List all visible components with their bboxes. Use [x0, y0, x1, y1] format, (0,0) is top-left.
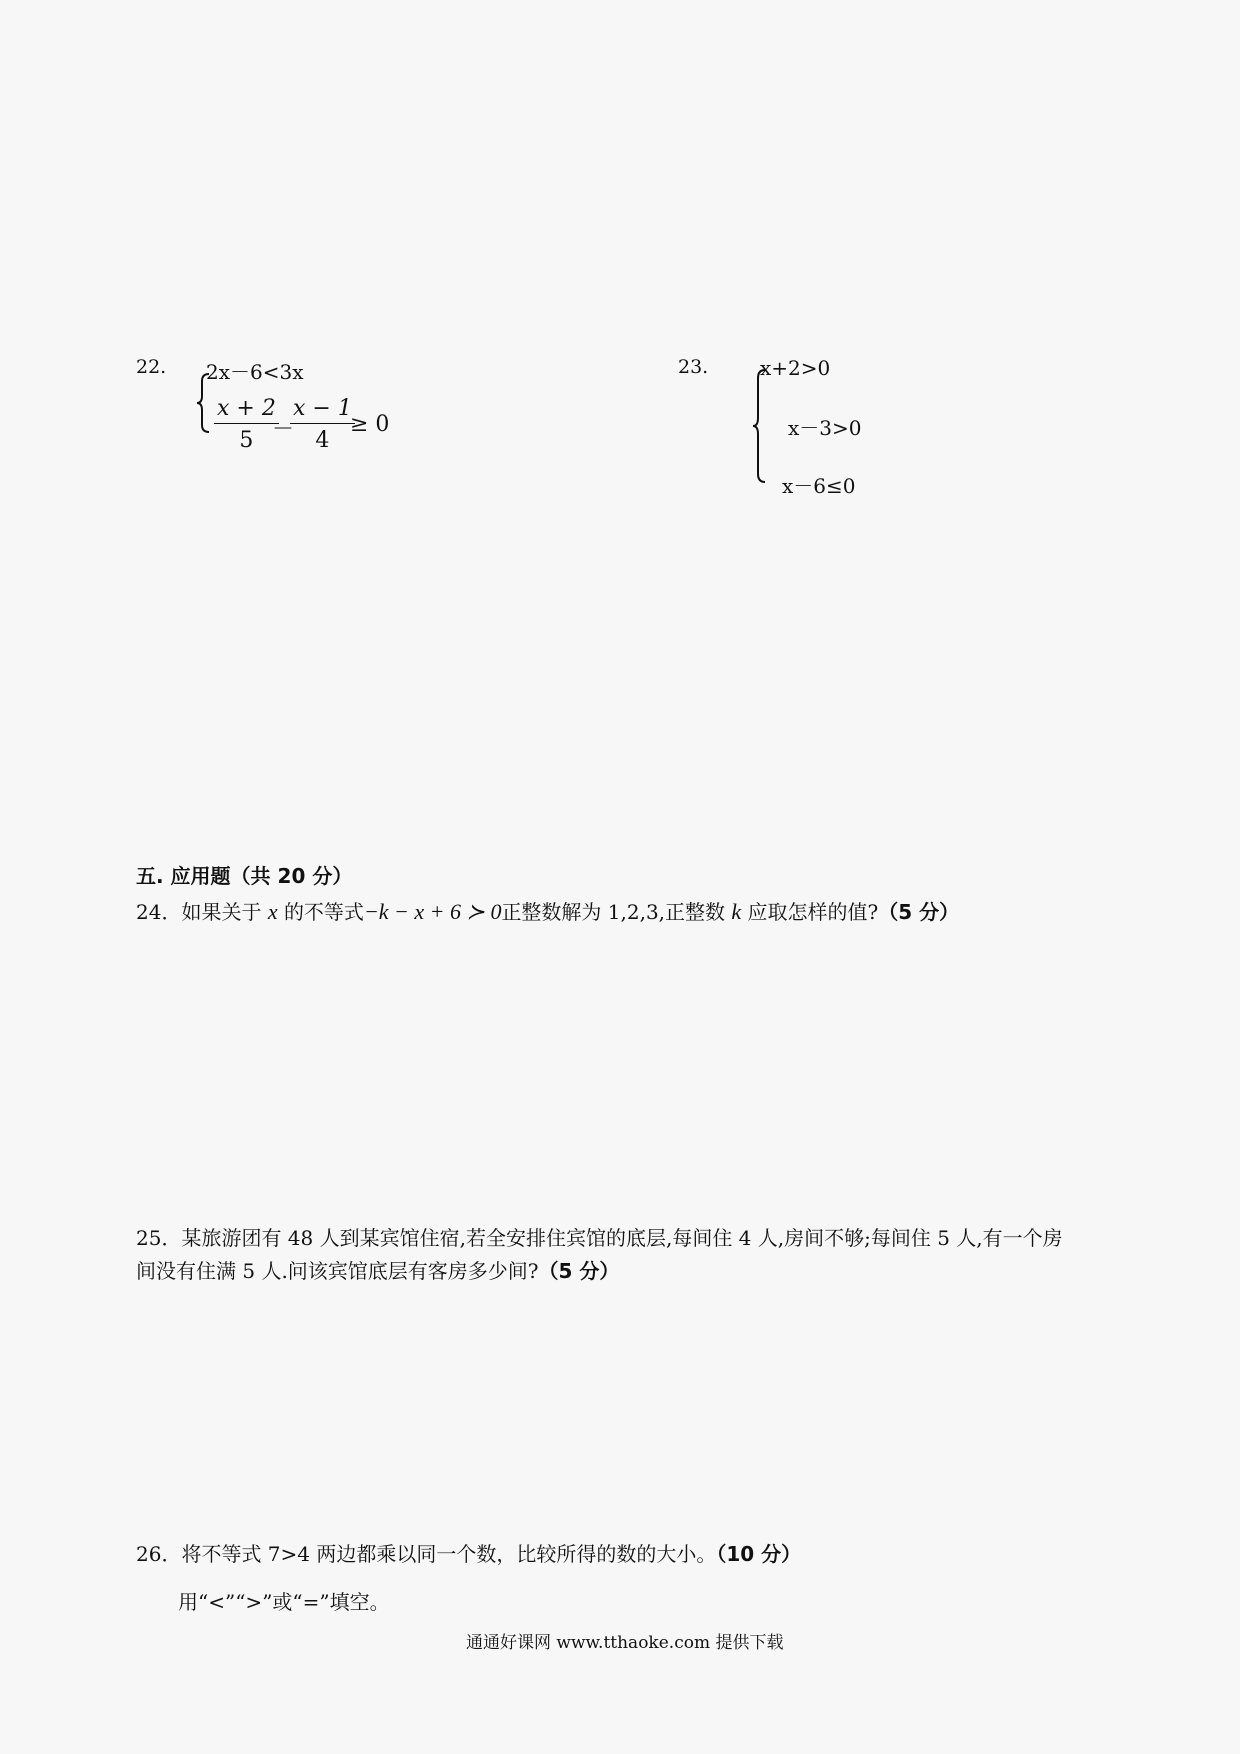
fraction-numerator: x − 1 [290, 396, 355, 424]
fraction-2 [290, 396, 355, 453]
question-26-instruction: 用“<”“>”或“=”填空。 [178, 1590, 390, 1614]
fraction-denominator: 5 [239, 428, 254, 453]
variable-x: x [267, 899, 278, 924]
score-label: （5 分） [878, 900, 960, 924]
question-26 [136, 1538, 801, 1571]
relation-geq-zero: ≥ 0 [350, 412, 390, 437]
question-text: 如果关于 [181, 900, 262, 924]
inequality-line-1: 2x－6<3x [206, 360, 304, 384]
fraction-1 [214, 396, 279, 453]
question-text: 应取怎样的值? [747, 900, 879, 924]
variable-k: k [731, 899, 742, 924]
page-footer: 通通好课网 www.tthaoke.com 提供下载 [466, 1633, 784, 1653]
question-text: 间没有住满 5 人.问该宾馆底层有客房多少间? [136, 1259, 539, 1283]
inequality-line-2: x－3>0 [788, 416, 862, 440]
inequality-line-1: x+2>0 [760, 356, 831, 380]
question-line-1: 25．某旅游团有 48 人到某宾馆住宿,若全安排住宾馆的底层,每间住 4 人,房间不够;每间住 5 人,有一个房 [136, 1226, 1063, 1250]
inequality-expression: −k − x + 6 ≻ 0 [363, 899, 502, 924]
question-25 [136, 1222, 1063, 1288]
score-label: （5 分） [538, 1259, 620, 1283]
section-title: 五. 应用题（共 20 分） [136, 864, 353, 888]
inequality-line-3: x－6≤0 [782, 474, 856, 498]
problem-number: 23. [678, 356, 709, 378]
left-brace-icon [752, 368, 768, 484]
question-text: 的不等式 [283, 900, 364, 924]
minus-sign: － [272, 417, 295, 442]
question-number: 24． [136, 900, 182, 924]
fraction-numerator: x + 2 [214, 396, 279, 424]
fraction-denominator: 4 [315, 428, 330, 453]
score-label: （10 分） [716, 1542, 802, 1566]
question-text: 26．将不等式 7>4 两边都乘以同一个数，比较所得的数的大小。 [136, 1542, 717, 1566]
problem-number: 22. [136, 356, 167, 378]
question-24 [136, 895, 959, 929]
question-line-2 [136, 1255, 1063, 1288]
question-text: 正整数解为 1,2,3,正整数 [501, 900, 726, 924]
